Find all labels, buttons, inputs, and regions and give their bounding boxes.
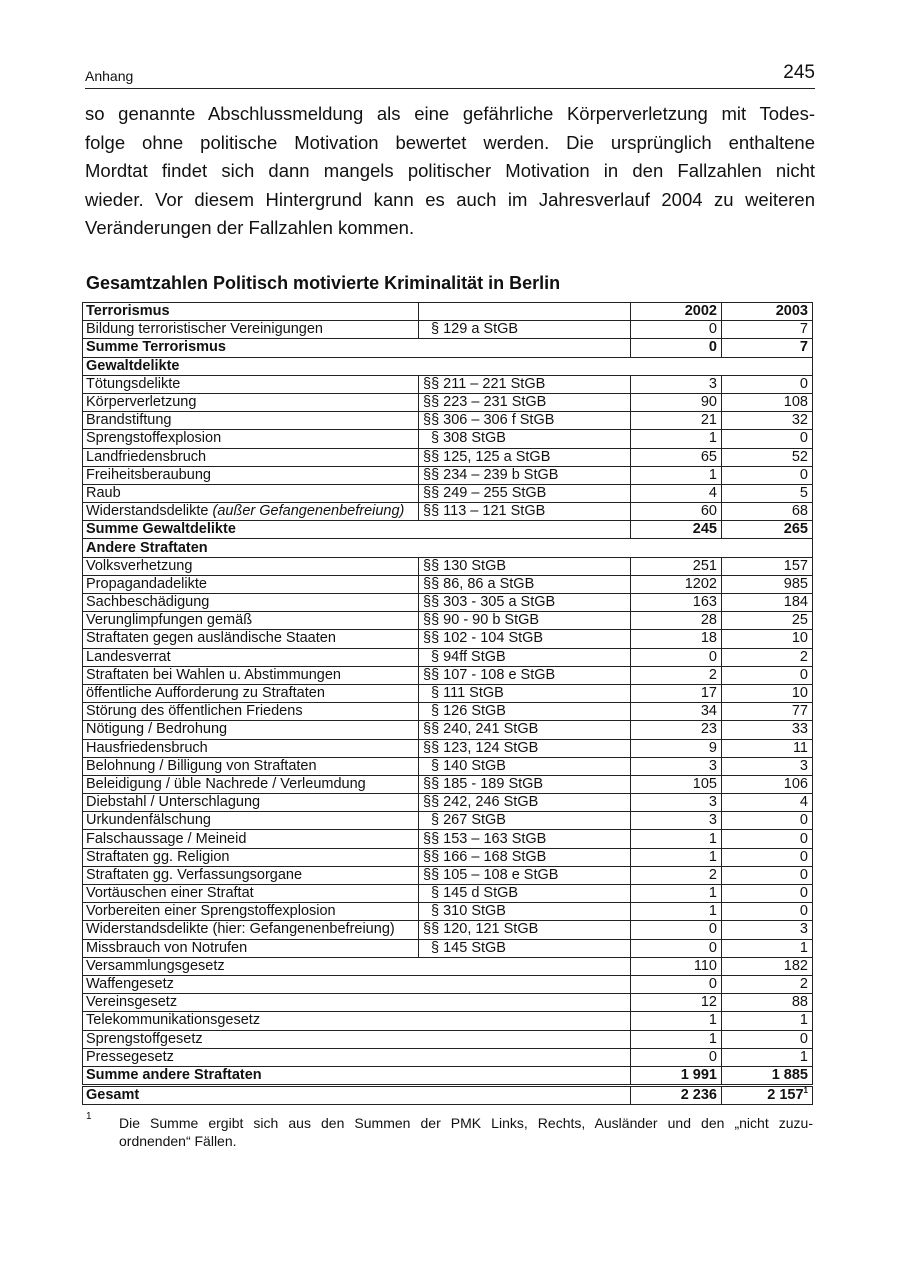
table-row: [83, 994, 813, 1012]
value-2003: 0: [722, 430, 813, 448]
row-label: [83, 503, 419, 521]
table-row: [83, 393, 813, 411]
row-label: [83, 466, 419, 484]
value-2002: 23: [631, 721, 722, 739]
table-row: [83, 703, 813, 721]
row-label-text: Straftaten bei Wahlen u. Abstimmungen: [86, 666, 341, 683]
table-header-row: [83, 303, 813, 321]
paragraph-reference: §§ 223 – 231 StGB: [419, 393, 631, 411]
row-label: [83, 412, 419, 430]
value-2002: 1202: [631, 575, 722, 593]
row-label-text: Tötungsdelikte: [86, 375, 181, 392]
sum-label: Summe Terrorismus: [83, 339, 631, 357]
paragraph-reference: §§ 90 - 90 b StGB: [419, 612, 631, 630]
paragraph-reference: §§ 86, 86 a StGB: [419, 575, 631, 593]
row-label-text: Hausfriedensbruch: [86, 739, 208, 756]
table-row: [83, 430, 813, 448]
row-label: [83, 885, 419, 903]
value-2002: 1: [631, 830, 722, 848]
row-label: [83, 939, 419, 957]
value-2002: 34: [631, 703, 722, 721]
header-year-2003: 2003: [722, 303, 813, 321]
body-line: Mordtat findet sich dann mangels politischer Motivation in den Fallzahlen nicht: [85, 160, 815, 182]
row-label: [83, 557, 419, 575]
sum-label: Summe andere Straftaten: [83, 1066, 631, 1085]
table-row: [83, 794, 813, 812]
value-2003: 0: [722, 812, 813, 830]
value-2002: 1: [631, 903, 722, 921]
table-row: [83, 1048, 813, 1066]
row-label-text: Störung des öffentlichen Friedens: [86, 703, 303, 720]
paragraph-reference: §§ 123, 124 StGB: [419, 739, 631, 757]
paragraph-reference: § 145 d StGB: [419, 885, 631, 903]
value-2003: 184: [722, 594, 813, 612]
table-row: [83, 630, 813, 648]
row-label: Vereinsgesetz: [83, 994, 631, 1012]
row-label: [83, 321, 419, 339]
paragraph-reference: §§ 120, 121 StGB: [419, 921, 631, 939]
sum-row: [83, 339, 813, 357]
value-2003: 0: [722, 466, 813, 484]
total-label: Gesamt: [83, 1086, 631, 1105]
value-2002: 90: [631, 393, 722, 411]
value-2002: 65: [631, 448, 722, 466]
row-label-text: Vortäuschen einer Straftat: [86, 885, 254, 902]
table-row: [83, 939, 813, 957]
footnote-line: ordnenden“ Fällen.: [119, 1133, 237, 1149]
value-2003: 11: [722, 739, 813, 757]
paragraph-reference: §§ 113 – 121 StGB: [419, 503, 631, 521]
table-row: [83, 684, 813, 702]
paragraph-reference: §§ 242, 246 StGB: [419, 794, 631, 812]
paragraph-reference: §§ 240, 241 StGB: [419, 721, 631, 739]
row-label-text: Raub: [86, 484, 121, 501]
value-2003: 33: [722, 721, 813, 739]
page-number: 245: [783, 62, 815, 83]
paragraph-reference: §§ 211 – 221 StGB: [419, 375, 631, 393]
table-row: [83, 921, 813, 939]
row-label: [83, 448, 419, 466]
value-2002: 163: [631, 594, 722, 612]
row-label: [83, 648, 419, 666]
table-row: [83, 484, 813, 502]
table-row: [83, 648, 813, 666]
row-label: [83, 594, 419, 612]
row-label: [83, 830, 419, 848]
paragraph-reference: §§ 234 – 239 b StGB: [419, 466, 631, 484]
row-label: [83, 430, 419, 448]
header-para: [419, 303, 631, 321]
table-row: [83, 666, 813, 684]
value-2003-text: 265: [783, 521, 808, 538]
row-label: [83, 775, 419, 793]
value-2003: 32: [722, 412, 813, 430]
value-2003: [722, 521, 813, 539]
row-label-text: Landesverrat: [86, 648, 171, 665]
paragraph-reference: §§ 185 - 189 StGB: [419, 775, 631, 793]
value-2003: 0: [722, 375, 813, 393]
row-label-text: Körperverletzung: [86, 394, 197, 411]
row-label: [83, 393, 419, 411]
paragraph-reference: §§ 249 – 255 StGB: [419, 484, 631, 502]
value-2002: 18: [631, 630, 722, 648]
body-line: folge ohne politische Motivation bewertet werden. Die ursprünglich enthaltene: [85, 131, 815, 153]
value-2002: 17: [631, 684, 722, 702]
paragraph-reference: § 126 StGB: [419, 703, 631, 721]
row-label-text: Bildung terroristischer Vereinigungen: [86, 321, 323, 338]
paragraph-reference: § 94ff StGB: [419, 648, 631, 666]
table-row: [83, 594, 813, 612]
value-2002: 1: [631, 430, 722, 448]
row-label: Versammlungsgesetz: [83, 957, 631, 975]
value-2003: 7: [722, 321, 813, 339]
row-label: Telekommunikationsgesetz: [83, 1012, 631, 1030]
row-label-text: Freiheitsberaubung: [86, 466, 211, 483]
paragraph-reference: §§ 105 – 108 e StGB: [419, 866, 631, 884]
value-2003: 0: [722, 1030, 813, 1048]
header-label: Terrorismus: [83, 303, 419, 321]
crime-statistics-table: [82, 302, 813, 1105]
running-header: [85, 62, 815, 89]
value-2003: [722, 339, 813, 357]
body-line: wieder. Vor diesem Hintergrund kann es auch im Jahresverlauf 2004 zu weiteren: [85, 188, 815, 210]
row-label-text: Widerstandsdelikte (hier: Gefangenenbefreiung): [86, 921, 395, 938]
row-label: [83, 612, 419, 630]
value-2002: 3: [631, 375, 722, 393]
value-2002: 3: [631, 794, 722, 812]
body-line: Veränderungen der Fallzahlen kommen.: [85, 217, 415, 239]
value-2003: 25: [722, 612, 813, 630]
row-label-text: Volksverhetzung: [86, 557, 193, 574]
row-label: [83, 721, 419, 739]
table-row: [83, 975, 813, 993]
section-row: [83, 357, 813, 375]
value-2002: 0: [631, 975, 722, 993]
paragraph-reference: §§ 102 - 104 StGB: [419, 630, 631, 648]
value-2002: 12: [631, 994, 722, 1012]
table-row: [83, 903, 813, 921]
body-line: so genannte Abschlussmeldung als eine gefährliche Körperverletzung mit Todes-: [85, 103, 815, 124]
row-label-text: Widerstandsdelikte: [86, 503, 209, 520]
value-2002: 1 991: [631, 1066, 722, 1085]
row-label-text: Belohnung / Billigung von Straftaten: [86, 757, 317, 774]
value-2002: 1: [631, 1030, 722, 1048]
value-2002: 0: [631, 321, 722, 339]
value-2003: 10: [722, 630, 813, 648]
value-2002: 0: [631, 939, 722, 957]
value-2003: 3: [722, 757, 813, 775]
row-label: [83, 794, 419, 812]
value-2002: 21: [631, 412, 722, 430]
value-2002: 0: [631, 648, 722, 666]
paragraph-reference: § 310 StGB: [419, 903, 631, 921]
value-2003: 108: [722, 393, 813, 411]
row-label: [83, 848, 419, 866]
row-label-text: Falschaussage / Meineid: [86, 830, 247, 847]
sum-label: Summe Gewaltdelikte: [83, 521, 631, 539]
row-label: [83, 921, 419, 939]
value-2002: 9: [631, 739, 722, 757]
row-label: [83, 484, 419, 502]
paragraph-reference: §§ 306 – 306 f StGB: [419, 412, 631, 430]
value-2003: 10: [722, 684, 813, 702]
value-2002: 60: [631, 503, 722, 521]
footnote-text: [119, 1114, 813, 1150]
value-2003: 0: [722, 666, 813, 684]
section-row: [83, 539, 813, 557]
value-2003: [722, 1066, 813, 1085]
table-row: [83, 775, 813, 793]
value-2003: 0: [722, 848, 813, 866]
table-row: [83, 1030, 813, 1048]
row-label-text: Nötigung / Bedrohung: [86, 721, 228, 738]
paragraph-reference: § 129 a StGB: [419, 321, 631, 339]
value-2002: 1: [631, 885, 722, 903]
value-2002: 0: [631, 339, 722, 357]
row-label: [83, 739, 419, 757]
row-label: Waffengesetz: [83, 975, 631, 993]
row-label-text: Sprengstoffexplosion: [86, 430, 222, 447]
value-2003: 1: [722, 939, 813, 957]
value-2003-text: 2 157: [767, 1087, 804, 1104]
header-year-2002: 2002: [631, 303, 722, 321]
value-2003: 2: [722, 975, 813, 993]
sum-row: [83, 521, 813, 539]
row-label: Sprengstoffgesetz: [83, 1030, 631, 1048]
table-row: [83, 812, 813, 830]
row-label-text: öffentliche Aufforderung zu Straftaten: [86, 685, 325, 702]
table-row: [83, 321, 813, 339]
value-2002: 245: [631, 521, 722, 539]
table-row: [83, 739, 813, 757]
table-row: [83, 448, 813, 466]
value-2003: 4: [722, 794, 813, 812]
value-2003: 985: [722, 575, 813, 593]
row-label-text: Diebstahl / Unterschlagung: [86, 794, 261, 811]
table-row: [83, 575, 813, 593]
paragraph-reference: §§ 153 – 163 StGB: [419, 830, 631, 848]
table-row: [83, 848, 813, 866]
sum-row: [83, 1066, 813, 1085]
value-2002: 2: [631, 666, 722, 684]
body-paragraph: [85, 100, 815, 243]
value-2002: 0: [631, 921, 722, 939]
row-label: [83, 575, 419, 593]
row-label-text: Urkundenfälschung: [86, 812, 211, 829]
row-label: [83, 375, 419, 393]
value-2003: 68: [722, 503, 813, 521]
value-2003-text: 7: [799, 339, 808, 356]
row-label-text: Propagandadelikte: [86, 575, 207, 592]
table-row: [83, 412, 813, 430]
row-label-text: Sachbeschädigung: [86, 594, 210, 611]
value-2003: 157: [722, 557, 813, 575]
section-label: Gewaltdelikte: [83, 357, 813, 375]
footnote-line: Die Summe ergibt sich aus den Summen der PMK Links, Rechts, Ausländer und den „nicht zuzu-: [119, 1115, 813, 1131]
table-row: [83, 957, 813, 975]
value-2003: 0: [722, 866, 813, 884]
table-row: [83, 885, 813, 903]
table-row: [83, 557, 813, 575]
value-2002: 3: [631, 812, 722, 830]
paragraph-reference: § 140 StGB: [419, 757, 631, 775]
value-2002: 4: [631, 484, 722, 502]
row-label: [83, 630, 419, 648]
table-row: [83, 721, 813, 739]
value-2002: 110: [631, 957, 722, 975]
row-label-text: Straftaten gg. Religion: [86, 848, 230, 865]
row-label: [83, 684, 419, 702]
value-2003: 0: [722, 903, 813, 921]
table-row: [83, 1012, 813, 1030]
paragraph-reference: §§ 107 - 108 e StGB: [419, 666, 631, 684]
paragraph-reference: §§ 303 - 305 a StGB: [419, 594, 631, 612]
value-2003: 182: [722, 957, 813, 975]
paragraph-reference: § 111 StGB: [419, 684, 631, 702]
table-row: [83, 466, 813, 484]
value-2003-text: 1 885: [771, 1066, 808, 1083]
row-label: Pressegesetz: [83, 1048, 631, 1066]
value-2002: 105: [631, 775, 722, 793]
row-label: [83, 757, 419, 775]
value-2003: 2: [722, 648, 813, 666]
value-2002: 1: [631, 466, 722, 484]
paragraph-reference: §§ 125, 125 a StGB: [419, 448, 631, 466]
row-label-text: Straftaten gg. Verfassungsorgane: [86, 866, 303, 883]
value-2003: 88: [722, 994, 813, 1012]
row-label-italic: (außer Gefangenenbefreiung): [212, 503, 405, 520]
value-2003: [722, 1086, 813, 1105]
row-label-text: Missbrauch von Notrufen: [86, 939, 248, 956]
value-2003: 3: [722, 921, 813, 939]
value-2002: 0: [631, 1048, 722, 1066]
value-2002: 251: [631, 557, 722, 575]
row-label-text: Beleidigung / üble Nachrede / Verleumdung: [86, 775, 366, 792]
value-2003: 0: [722, 830, 813, 848]
paragraph-reference: §§ 166 – 168 StGB: [419, 848, 631, 866]
table-row: [83, 612, 813, 630]
row-label: [83, 866, 419, 884]
value-2003: 1: [722, 1048, 813, 1066]
value-2002: 1: [631, 1012, 722, 1030]
value-2003: 0: [722, 885, 813, 903]
value-2002: 2: [631, 866, 722, 884]
footnote-reference: 1: [803, 1086, 808, 1096]
row-label-text: Verunglimpfungen gemäß: [86, 612, 253, 629]
row-label: [83, 812, 419, 830]
row-label: [83, 666, 419, 684]
row-label-text: Brandstiftung: [86, 412, 172, 429]
section-label: Andere Straftaten: [83, 539, 813, 557]
value-2002: 28: [631, 612, 722, 630]
value-2002: 1: [631, 848, 722, 866]
table-row: [83, 503, 813, 521]
row-label-text: Straftaten gegen ausländische Staaten: [86, 630, 336, 647]
paragraph-reference: § 145 StGB: [419, 939, 631, 957]
row-label: [83, 703, 419, 721]
row-label-text: Vorbereiten einer Sprengstoffexplosion: [86, 903, 336, 920]
section-title: Anhang: [85, 68, 134, 84]
value-2003: 52: [722, 448, 813, 466]
paragraph-reference: § 267 StGB: [419, 812, 631, 830]
table-row: [83, 830, 813, 848]
paragraph-reference: §§ 130 StGB: [419, 557, 631, 575]
row-label: [83, 903, 419, 921]
table-title: Gesamtzahlen Politisch motivierte Kriminalität in Berlin: [86, 273, 561, 293]
footnote-mark: 1: [86, 1111, 92, 1122]
row-label-text: Landfriedensbruch: [86, 448, 207, 465]
table-row: [83, 866, 813, 884]
value-2003: 5: [722, 484, 813, 502]
value-2002: 3: [631, 757, 722, 775]
value-2003: 1: [722, 1012, 813, 1030]
table-row: [83, 757, 813, 775]
total-row: [83, 1086, 813, 1105]
value-2003: 106: [722, 775, 813, 793]
value-2002: 2 236: [631, 1086, 722, 1105]
value-2003: 77: [722, 703, 813, 721]
table-row: [83, 375, 813, 393]
paragraph-reference: § 308 StGB: [419, 430, 631, 448]
